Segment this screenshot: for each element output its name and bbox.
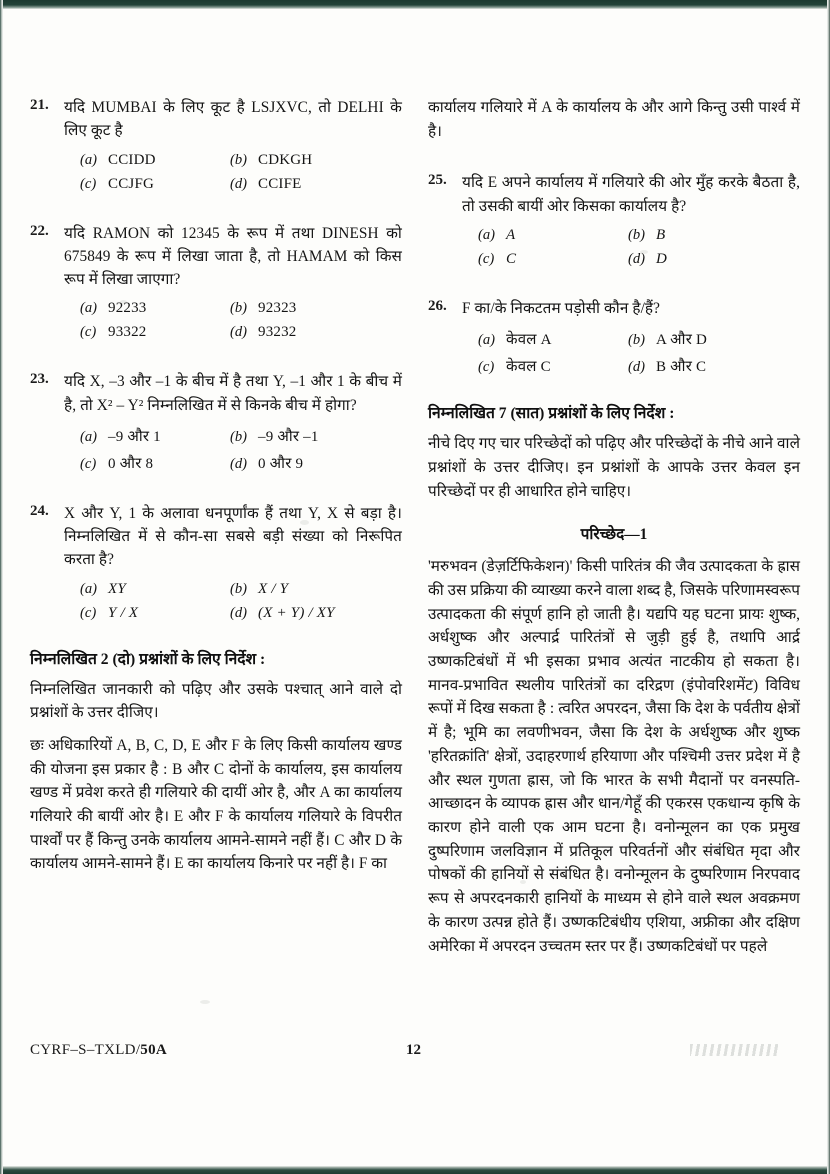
option-d[interactable] [628,356,800,376]
option-c[interactable] [478,251,628,268]
option-label: (b) [628,332,646,349]
options-list [80,581,402,622]
option-c[interactable] [80,176,230,193]
paper-code-prefix: CYRF–S–TXLD/ [30,1042,141,1058]
option-value: XY [108,580,126,597]
paper-code-suffix: 50A [140,1042,168,1058]
option-row [478,227,800,244]
option-row [80,605,402,622]
question-number: 23. [30,371,49,388]
option-a[interactable] [80,152,230,169]
option-label: (c) [80,455,97,472]
option-row [478,329,800,349]
left-column [30,96,402,885]
option-value: –9 और –1 [258,428,319,445]
option-value: Y / X [108,604,139,621]
option-label: (b) [230,300,248,317]
option-value: CCJFG [108,175,155,192]
option-label: (a) [80,428,98,445]
question-number: 26. [428,297,447,314]
option-label: (b) [230,580,248,597]
option-label: (b) [230,151,248,168]
option-value: 92323 [258,300,297,317]
option-d[interactable] [230,176,402,193]
option-value: CDKGH [258,151,313,168]
options-list [478,227,800,268]
option-label: (a) [80,580,98,597]
option-row [80,426,402,446]
option-b[interactable] [230,426,402,446]
option-value: केवल A [506,332,552,349]
directions-text-2-questions: निम्नलिखित जानकारी को पढ़िए और उसके पश्चात् आने वाले दो प्रश्नांशों के उत्तर दीजिए। [30,680,402,722]
option-a[interactable] [80,426,230,446]
option-value: A और D [656,332,708,349]
question-text: यदि X, –3 और –1 के बीच में है तथा Y, –1 और 1 के बीच में है, तो X² – Y² निम्नलिखित में से किनके बीच में होगा? [64,373,402,414]
option-row [80,324,402,341]
option-c[interactable] [80,324,230,341]
question-text: यदि MUMBAI के लिए कूट है LSJXVC, तो DELHI के लिए कूट है [64,99,402,140]
option-c[interactable] [478,356,628,376]
option-b[interactable] [628,227,800,244]
options-list [80,300,402,341]
options-list [478,329,800,376]
page-number: 12 [406,1042,422,1058]
directions-text-7-questions: नीचे दिए गए चार परिच्छेदों को पढ़िए और परिच्छेदों के नीचे आने वाले प्रश्नांशों के उत्तर दीजिए। इन प्रश्नांशों के आपके उत्तर केवल इन परिच्छेदों पर ही आधारित होने चाहिए। [428,435,800,500]
option-value: 93232 [258,324,297,341]
scan-edge-left [0,0,3,1174]
option-c[interactable] [80,453,230,473]
option-label: (a) [478,226,496,243]
option-label: (c) [478,250,495,267]
option-value: CCIDD [108,151,156,168]
option-value: 0 और 8 [108,455,154,472]
option-label: (b) [230,428,248,445]
option-label: (d) [628,250,646,267]
question-text: यदि E अपने कार्यालय में गलियारे की ओर मुँह करके बैठता है, तो उसकी बायीं ओर किसका कार्यालय है? [462,174,800,215]
option-value: CCIFE [258,175,302,192]
directions-heading-2-questions: निम्नलिखित 2 (दो) प्रश्नांशों के लिए निर्देश : [30,650,266,668]
question-number: 25. [428,172,447,189]
option-row [478,251,800,268]
option-b[interactable] [230,152,402,169]
option-value: केवल C [506,359,551,376]
question-26 [428,297,800,383]
option-value: 0 और 9 [258,455,304,472]
option-a[interactable] [80,581,230,598]
option-a[interactable] [478,227,628,244]
option-label: (c) [478,359,495,376]
option-label: (d) [628,359,646,376]
question-22 [30,222,402,349]
option-d[interactable] [230,453,402,473]
option-row [80,176,402,193]
option-a[interactable] [80,300,230,317]
option-label: (d) [230,324,248,341]
option-row [80,300,402,317]
question-text: यदि RAMON को 12345 के रूप में तथा DINESH को 675849 के रूप में लिखा जाता है, तो HAMAM को किस रूप में लिखा जाएगा? [64,224,402,288]
scan-edge-top [0,0,830,9]
option-b[interactable] [230,300,402,317]
option-d[interactable] [230,605,402,622]
question-21 [30,96,402,200]
option-row [80,581,402,598]
option-value: C [506,250,517,267]
option-value: B और C [656,359,707,376]
option-d[interactable] [230,324,402,341]
page-content [30,96,800,1056]
question-25 [428,171,800,275]
passage-text: 'मरुभवन (डेज़र्टिफिकेशन)' किसी पारितंत्र की जैव उत्पादकता के ह्रास की उस प्रक्रिया की व्याख्या करने वाला शब्द है, जिसके परिणामस्वरूप उत्पादकता की संपूर्ण हानि हो जाती है। यद्यपि यह घटना प्रायः शुष्क, अर्धशुष्क और अल्पार्द्र पारितंत्रों से जुड़ी हुई है, तथापि आर्द्र उष्णकटिबंधों में भी इसका प्रभाव अत्यंत नाटकीय हो सकता है। मानव-प्रभावित स्थलीय पारितंत्रों का दरिद्रण (इंपोवरिशमेंट) विविध रूपों में दिख सकता है : त्वरित अपरदन, जैसा कि देश के पर्वतीय क्षेत्रों में है; भूमि का लवणीभवन, जैसा कि देश के अर्धशुष्क और शुष्क 'हरितक्रांति' क्षेत्रों, उदाहरणार्थ हरियाणा और पश्चिमी उत्तर प्रदेश में है और स्थल गुणता ह्रास, जो कि भारत के सभी मैदानों पर वनस्पति-आच्छादन के व्यापक ह्रास और धान/गेहूँ की एकरस एकधान्य कृषि के कारण होने वाली एक आम घटना है। वनोन्मूलन का एक प्रमुख दुष्परिणाम जलविज्ञान में प्रतिकूल परिवर्तनों और संबंधित मृदा और पोषकों की हानियों से संबंधित है। वनोन्मूलन के दुष्परिणाम निरपवाद रूप से अपरदनकारी हानियों के माध्यम से होने वाले स्थल अवक्रमण के कारण उत्पन्न होते हैं। उष्णकटिबंधीय एशिया, अफ्रीका और दक्षिण अमेरिका में अपरदन उच्चतम स्तर पर हैं। उष्णकटिबंधों पर पहले [428,558,800,955]
question-number: 24. [30,502,49,519]
option-c[interactable] [80,605,230,622]
info-paragraph-continuation: कार्यालय गलियारे में A के कार्यालय के और आगे किन्तु उसी पार्श्व में है। [428,99,800,140]
option-row [80,152,402,169]
option-value: 92233 [108,300,147,317]
option-label: (c) [80,175,97,192]
option-value: B [656,226,666,243]
option-value: D [656,250,668,267]
option-d[interactable] [628,251,800,268]
option-label: (d) [230,455,248,472]
question-23 [30,370,402,480]
option-value: X / Y [258,580,289,597]
option-b[interactable] [230,581,402,598]
option-label: (c) [80,604,97,621]
scan-smudge [690,1044,778,1056]
question-number: 21. [30,97,49,113]
question-24 [30,502,402,629]
option-row [478,356,800,376]
scan-edge-bottom [0,1166,830,1174]
directions-heading-7-questions: निम्नलिखित 7 (सात) प्रश्नांशों के लिए निर्देश : [428,405,675,423]
option-row [80,453,402,473]
option-label: (d) [230,175,248,192]
option-value: (X + Y) / XY [258,604,335,621]
options-list [80,426,402,473]
option-value: A [506,226,516,243]
office-block-info-paragraph: छः अधिकारियों A, B, C, D, E और F के लिए किसी कार्यालय खण्ड की योजना इस प्रकार है : B और C दोनों के कार्यालय, इस कार्यालय खण्ड में प्रवेश करते ही गलियारे की दायीं ओर है, और A का कार्यालय गलियारे की बायीं ओर है। E और F के कार्यालय गलियारे के विपरीत पार्श्वों पर हैं किन्तु उनके कार्यालय आमने-सामने नहीं हैं। C और D के कार्यालय आमने-सामने हैं। E का कार्यालय किनारे पर नहीं है। F का [30,736,402,873]
option-label: (c) [80,324,97,341]
options-list [80,152,402,193]
option-b[interactable] [628,329,800,349]
option-label: (d) [230,604,248,621]
paper-code [30,1042,167,1059]
option-label: (b) [628,226,646,243]
question-text: F का/के निकटतम पड़ोसी कौन है/हैं? [462,299,661,317]
option-value: 93322 [108,324,147,341]
option-value: –9 और 1 [108,428,161,445]
question-text: X और Y, 1 के अलावा धनपूर्णांक हैं तथा Y, X से बड़ा है। निम्नलिखित में से कौन-सा सबसे बड़ी संख्या को निरूपित करता है? [64,504,402,569]
option-label: (a) [80,151,98,168]
right-column [428,96,800,967]
option-label: (a) [80,300,98,317]
page-footer [30,1042,800,1059]
passage-title: परिच्छेद—1 [580,526,648,544]
option-a[interactable] [478,329,628,349]
question-number: 22. [30,222,49,239]
option-label: (a) [478,332,496,349]
